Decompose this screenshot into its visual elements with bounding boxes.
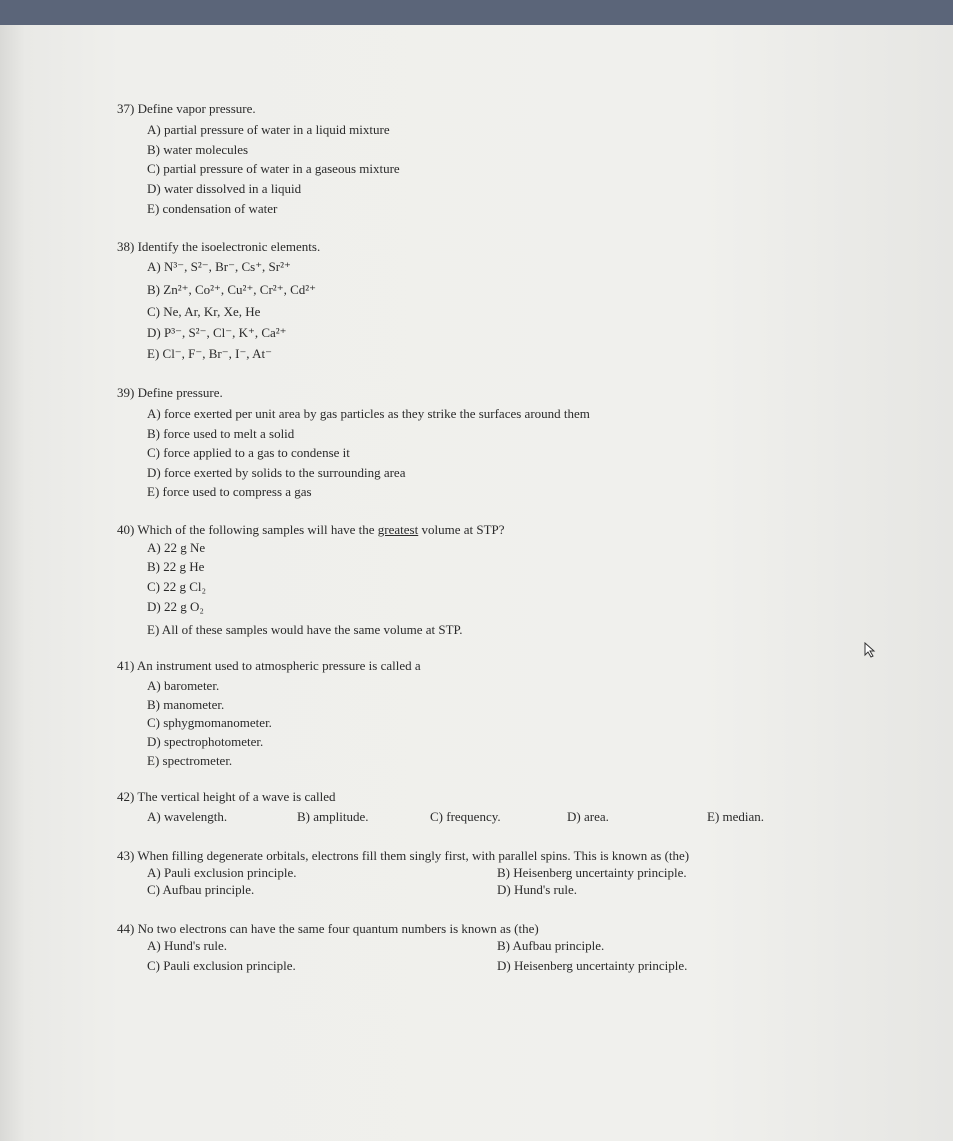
emphasis-greatest: greatest xyxy=(377,522,419,537)
option: E) All of these samples would have the same volume at STP. xyxy=(147,622,463,637)
option: E) force used to compress a gas xyxy=(147,484,312,499)
question-37: 37) Define vapor pressure. xyxy=(117,101,256,116)
option: E) Cl⁻, F⁻, Br⁻, I⁻, At⁻ xyxy=(147,346,272,361)
option: C) Pauli exclusion principle. xyxy=(147,958,296,973)
question-text: 40) Which of the following samples will have the xyxy=(117,522,378,537)
option: D) force exerted by solids to the surrounding area xyxy=(147,465,406,480)
option: C) frequency. xyxy=(430,809,501,824)
option: D) spectrophotometer. xyxy=(147,734,264,749)
option: B) amplitude. xyxy=(297,809,369,824)
option: A) Hund's rule. xyxy=(147,938,227,953)
question-text: volume at STP? xyxy=(418,522,505,537)
option: A) wavelength. xyxy=(147,809,228,824)
option: D) 22 g O₂ xyxy=(147,599,204,614)
option: C) Ne, Ar, Kr, Xe, He xyxy=(147,304,261,319)
option: B) Aufbau principle. xyxy=(497,938,605,953)
option: C) 22 g Cl₂ xyxy=(147,579,207,594)
option: B) Heisenberg uncertainty principle. xyxy=(497,865,687,880)
question-41: 41) An instrument used to atmospheric pressure is called a xyxy=(117,658,421,673)
monitor-top-bar xyxy=(0,0,953,25)
question-42: 42) The vertical height of a wave is called xyxy=(117,789,336,804)
option: B) 22 g He xyxy=(147,559,205,574)
option: D) P³⁻, S²⁻, Cl⁻, K⁺, Ca²⁺ xyxy=(147,325,287,340)
option: E) spectrometer. xyxy=(147,753,233,768)
option: B) Zn²⁺, Co²⁺, Cu²⁺, Cr²⁺, Cd²⁺ xyxy=(147,282,316,297)
question-39: 39) Define pressure. xyxy=(117,385,223,400)
option: A) partial pressure of water in a liquid mixture xyxy=(147,122,390,137)
option: D) Heisenberg uncertainty principle. xyxy=(497,958,688,973)
option: A) force exerted per unit area by gas particles as they strike the surfaces around them xyxy=(147,406,590,421)
option: A) barometer. xyxy=(147,678,220,693)
option: B) force used to melt a solid xyxy=(147,426,295,441)
option: C) sphygmomanometer. xyxy=(147,715,272,730)
option: E) median. xyxy=(707,809,765,824)
mouse-cursor-icon xyxy=(864,642,876,658)
option: C) force applied to a gas to condense it xyxy=(147,445,350,460)
option: B) water molecules xyxy=(147,142,249,157)
option: A) Pauli exclusion principle. xyxy=(147,865,297,880)
option: C) partial pressure of water in a gaseous mixture xyxy=(147,161,400,176)
option: C) Aufbau principle. xyxy=(147,882,255,897)
question-38: 38) Identify the isoelectronic elements. xyxy=(117,239,321,254)
option: D) area. xyxy=(567,809,609,824)
option: E) condensation of water xyxy=(147,201,278,216)
option: A) 22 g Ne xyxy=(147,540,206,555)
question-44: 44) No two electrons can have the same four quantum numbers is known as (the) xyxy=(117,921,539,936)
option: A) N³⁻, S²⁻, Br⁻, Cs⁺, Sr²⁺ xyxy=(147,259,291,274)
option: D) Hund's rule. xyxy=(497,882,577,897)
question-43: 43) When filling degenerate orbitals, electrons fill them singly first, with parallel spins. This is known as (the) xyxy=(117,848,690,863)
question-40 xyxy=(117,522,505,538)
option: D) water dissolved in a liquid xyxy=(147,181,302,196)
option: B) manometer. xyxy=(147,697,225,712)
